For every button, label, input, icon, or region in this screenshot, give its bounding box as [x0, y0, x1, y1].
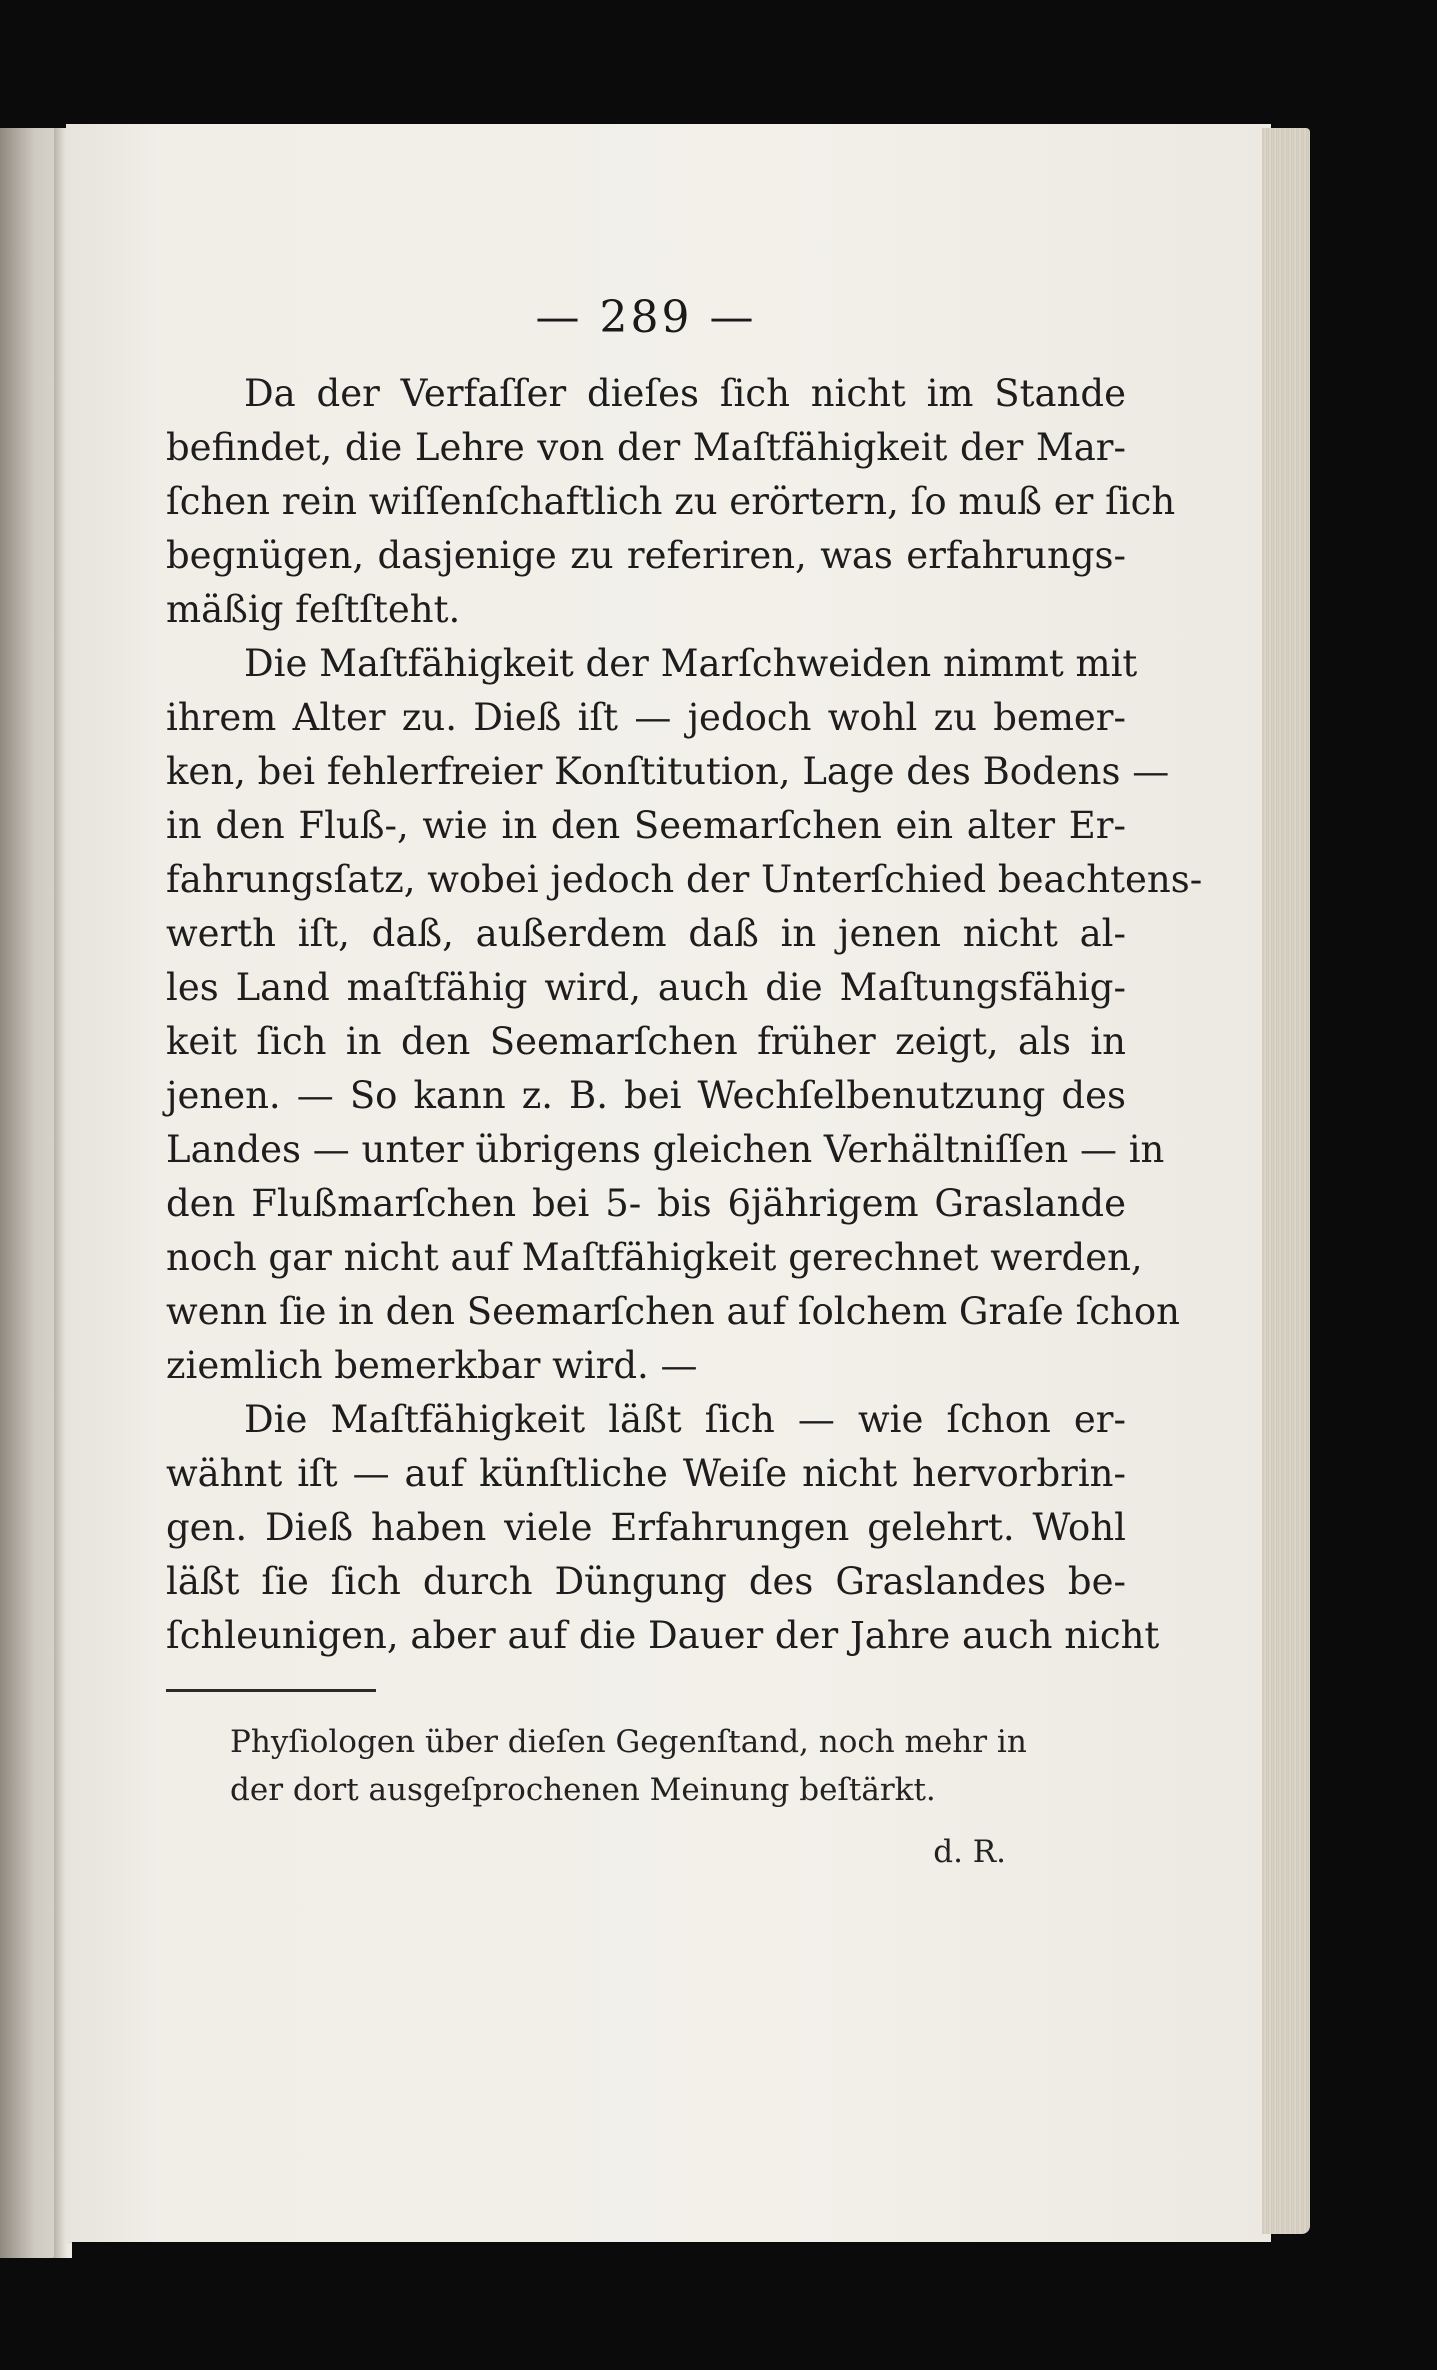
footnote-rule: [166, 1689, 376, 1692]
text-line: in den Fluß-, wie in den Seemarſchen ein alter Er-: [166, 804, 1126, 847]
text-line: gen. Dieß haben viele Erfahrungen gelehrt. Wohl: [166, 1506, 1126, 1549]
text-line: keit ſich in den Seemarſchen früher zeigt, als in: [166, 1020, 1126, 1063]
text-line: Die Maſtfähigkeit läßt ſich — wie ſchon er-: [244, 1398, 1126, 1441]
text-line: den Flußmarſchen bei 5- bis 6jährigem Graslande: [166, 1182, 1126, 1225]
text-line: Landes — unter übrigens gleichen Verhältniſſen — in: [166, 1128, 1165, 1171]
page-edges: [1262, 128, 1310, 2234]
paragraph-2: [166, 637, 1203, 1393]
text-line: ziemlich bemerkbar wird. —: [166, 1344, 698, 1387]
text-line: Da der Verfaſſer dieſes ſich nicht im Stande: [244, 372, 1126, 415]
text-line: ſchleunigen, aber auf die Dauer der Jahre auch nicht: [166, 1614, 1160, 1657]
footnote-line: der dort ausgeſprochenen Meinung beſtärkt.: [230, 1772, 936, 1808]
text-line: wenn ſie in den Seemarſchen auf ſolchem Graſe ſchon: [166, 1290, 1180, 1333]
text-line: läßt ſie ſich durch Düngung des Graslandes be-: [166, 1560, 1126, 1603]
text-line: ihrem Alter zu. Dieß iſt — jedoch wohl zu bemer-: [166, 696, 1126, 739]
page-number: — 289 —: [535, 292, 757, 343]
text-line: begnügen, dasjenige zu referiren, was erfahrungs-: [166, 534, 1126, 577]
footnote: [166, 1718, 1126, 1814]
left-page-edge: [0, 128, 58, 2258]
text-line: jenen. — So kann z. B. bei Wechſelbenutzung des: [166, 1074, 1126, 1117]
paragraph-1: [166, 367, 1176, 637]
footnote-line: Phyſiologen über dieſen Gegenſtand, noch mehr in: [230, 1724, 1027, 1760]
text-line: ſchen rein wiſſenſchaftlich zu erörtern, ſo muß er ſich: [166, 480, 1176, 523]
text-line: werth iſt, daß, außerdem daß in jenen nicht al-: [166, 912, 1126, 955]
text-line: Die Maſtfähigkeit der Marſchweiden nimmt mit: [244, 642, 1138, 685]
footnote-signature: d. R.: [933, 1834, 1006, 1870]
text-line: fahrungsſatz, wobei jedoch der Unterſchied beachtens-: [166, 858, 1203, 901]
text-line: les Land maſtfähig wird, auch die Maſtungsfähig-: [166, 966, 1126, 1009]
paragraph-3: [166, 1393, 1160, 1663]
page-content: [166, 292, 1203, 1876]
text-line: noch gar nicht auf Maſtfähigkeit gerechnet werden,: [166, 1236, 1143, 1279]
text-line: wähnt iſt — auf künſtliche Weiſe nicht hervorbrin-: [166, 1452, 1126, 1495]
text-line: mäßig feſtſteht.: [166, 588, 461, 631]
text-line: befindet, die Lehre von der Maſtfähigkeit der Mar-: [166, 426, 1126, 469]
text-line: ken, bei fehlerfreier Konſtitution, Lage des Bodens —: [166, 750, 1170, 793]
